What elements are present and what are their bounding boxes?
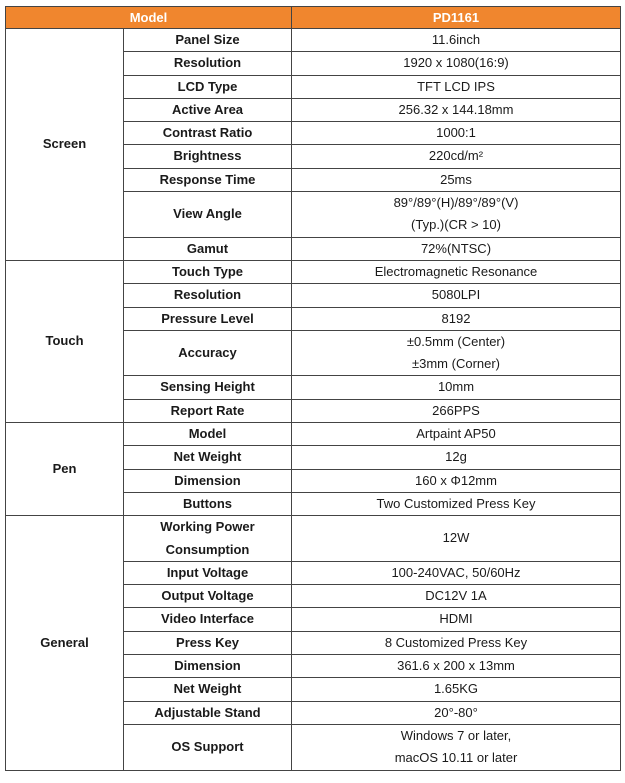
spec-label-line: Video Interface bbox=[161, 611, 254, 627]
spec-label bbox=[124, 237, 292, 260]
spec-value bbox=[292, 655, 621, 678]
spec-value bbox=[292, 237, 621, 260]
category-general: General bbox=[6, 516, 124, 770]
spec-label-line: Touch Type bbox=[171, 263, 244, 279]
spec-label bbox=[124, 516, 292, 562]
spec-label bbox=[124, 631, 292, 654]
spec-value bbox=[292, 492, 621, 515]
spec-label bbox=[124, 284, 292, 307]
spec-value bbox=[292, 399, 621, 422]
spec-value bbox=[292, 145, 621, 168]
spec-value bbox=[292, 307, 621, 330]
spec-label-line: Resolution bbox=[173, 287, 242, 303]
spec-value bbox=[292, 724, 621, 770]
spec-value bbox=[292, 469, 621, 492]
spec-label bbox=[124, 307, 292, 330]
spec-label-line: Response Time bbox=[159, 171, 256, 187]
header-row bbox=[6, 7, 621, 29]
spec-value bbox=[292, 98, 621, 121]
category-pen: Pen bbox=[6, 423, 124, 516]
spec-value-line: 12g bbox=[445, 449, 467, 465]
spec-label bbox=[124, 75, 292, 98]
spec-label bbox=[124, 330, 292, 376]
spec-label bbox=[124, 701, 292, 724]
spec-label-line: View Angle bbox=[173, 206, 242, 222]
spec-label-line: Contrast Ratio bbox=[162, 125, 253, 141]
spec-label-line: Net Weight bbox=[173, 681, 242, 697]
spec-label-line: Gamut bbox=[186, 240, 229, 256]
spec-value bbox=[292, 260, 621, 283]
spec-value-line: 12W bbox=[442, 530, 470, 546]
spec-value bbox=[292, 608, 621, 631]
spec-value-line: 10mm bbox=[437, 379, 475, 395]
spec-label bbox=[124, 376, 292, 399]
spec-label bbox=[124, 446, 292, 469]
spec-label bbox=[124, 122, 292, 145]
spec-label-line: Panel Size bbox=[175, 32, 240, 47]
spec-label bbox=[124, 655, 292, 678]
spec-label bbox=[124, 423, 292, 446]
spec-label bbox=[124, 29, 292, 52]
spec-label-line: Pressure Level bbox=[161, 310, 254, 326]
spec-value bbox=[292, 701, 621, 724]
table-row bbox=[6, 260, 621, 283]
spec-label bbox=[124, 492, 292, 515]
spec-label bbox=[124, 585, 292, 608]
spec-value-line: 100-240VAC, 50/60Hz bbox=[391, 564, 521, 580]
spec-value bbox=[292, 446, 621, 469]
spec-label-line: Consumption bbox=[165, 541, 250, 557]
spec-label-line: Brightness bbox=[173, 148, 242, 164]
spec-value bbox=[292, 168, 621, 191]
spec-value-line: 5080LPI bbox=[431, 287, 481, 303]
spec-value-line: 1000:1 bbox=[436, 125, 476, 141]
spec-value bbox=[292, 284, 621, 307]
spec-label bbox=[124, 168, 292, 191]
table-row bbox=[6, 423, 621, 446]
spec-value-line: 256.32 x 144.18mm bbox=[398, 101, 514, 117]
spec-value-line: TFT LCD IPS bbox=[417, 78, 495, 94]
spec-value-line: 8 Customized Press Key bbox=[384, 634, 528, 650]
spec-value bbox=[292, 585, 621, 608]
spec-value-line: 72%(NTSC) bbox=[420, 240, 492, 256]
spec-value bbox=[292, 29, 621, 52]
spec-label-line: Accuracy bbox=[178, 345, 237, 360]
header-model-label: Model bbox=[6, 7, 292, 29]
spec-value-line: Windows 7 or later, bbox=[400, 727, 512, 743]
spec-label bbox=[124, 260, 292, 283]
spec-value-line: 11.6inch bbox=[431, 32, 481, 47]
spec-value-line: 25ms bbox=[440, 171, 472, 187]
spec-label-line: Net Weight bbox=[173, 449, 242, 465]
spec-value-line: (Typ.)(CR > 10) bbox=[411, 217, 501, 233]
spec-value bbox=[292, 631, 621, 654]
spec-value bbox=[292, 423, 621, 446]
spec-label bbox=[124, 561, 292, 584]
spec-value-line: 220cd/m² bbox=[428, 148, 484, 164]
spec-value-line: 1.65KG bbox=[433, 681, 479, 697]
spec-value bbox=[292, 192, 621, 238]
spec-label-line: Buttons bbox=[182, 495, 233, 511]
spec-value-line: Artpaint AP50 bbox=[416, 426, 496, 442]
spec-label-line: Sensing Height bbox=[160, 379, 255, 395]
table-row bbox=[6, 516, 621, 562]
spec-label-line: Press Key bbox=[176, 634, 239, 650]
spec-label-line: Active Area bbox=[171, 101, 244, 117]
spec-value bbox=[292, 678, 621, 701]
spec-value-line: HDMI bbox=[439, 611, 473, 627]
spec-label-line: Working Power bbox=[160, 519, 255, 535]
spec-value-line: 20°-80° bbox=[434, 704, 478, 720]
header-model-value: PD1161 bbox=[292, 7, 621, 29]
spec-label-line: Model bbox=[188, 426, 227, 442]
spec-label-line: LCD Type bbox=[177, 78, 238, 94]
spec-value-line: Two Customized Press Key bbox=[376, 495, 536, 511]
spec-label bbox=[124, 145, 292, 168]
spec-value-line: DC12V 1A bbox=[425, 588, 487, 604]
spec-body bbox=[6, 29, 621, 771]
spec-label-line: Input Voltage bbox=[166, 564, 249, 580]
spec-label bbox=[124, 192, 292, 238]
spec-label-line: Resolution bbox=[173, 55, 242, 71]
spec-label bbox=[124, 678, 292, 701]
spec-value bbox=[292, 122, 621, 145]
spec-label-line: Dimension bbox=[174, 658, 241, 674]
spec-value bbox=[292, 376, 621, 399]
spec-label-line: OS Support bbox=[171, 739, 244, 755]
spec-label bbox=[124, 98, 292, 121]
spec-value-line: 160 x Φ12mm bbox=[415, 472, 497, 488]
spec-label-line: Dimension bbox=[174, 472, 241, 488]
spec-label bbox=[124, 399, 292, 422]
spec-label bbox=[124, 724, 292, 770]
spec-value-line: 89°/89°(H)/89°/89°(V) bbox=[393, 195, 519, 211]
spec-label bbox=[124, 469, 292, 492]
spec-value-line: 1920 x 1080(16:9) bbox=[403, 55, 509, 71]
category-screen: Screen bbox=[6, 29, 124, 261]
spec-label bbox=[124, 608, 292, 631]
spec-value-line: macOS 10.11 or later bbox=[394, 750, 518, 766]
spec-value-line: Electromagnetic Resonance bbox=[374, 263, 538, 279]
spec-value-line: ±3mm (Corner) bbox=[411, 356, 501, 372]
spec-value-line: 8192 bbox=[441, 310, 471, 326]
spec-value-line: 361.6 x 200 x 13mm bbox=[397, 658, 515, 674]
spec-label-line: Output Voltage bbox=[161, 588, 254, 604]
spec-value-line: 266PPS bbox=[432, 402, 480, 418]
spec-table bbox=[5, 6, 621, 771]
spec-label-line: Adjustable Stand bbox=[154, 704, 261, 720]
category-touch: Touch bbox=[6, 260, 124, 422]
spec-value bbox=[292, 330, 621, 376]
spec-value bbox=[292, 75, 621, 98]
spec-value bbox=[292, 516, 621, 562]
spec-label-line: Report Rate bbox=[170, 402, 245, 418]
table-row bbox=[6, 29, 621, 52]
spec-label bbox=[124, 52, 292, 75]
spec-value bbox=[292, 561, 621, 584]
spec-value bbox=[292, 52, 621, 75]
spec-value-line: ±0.5mm (Center) bbox=[406, 333, 506, 349]
